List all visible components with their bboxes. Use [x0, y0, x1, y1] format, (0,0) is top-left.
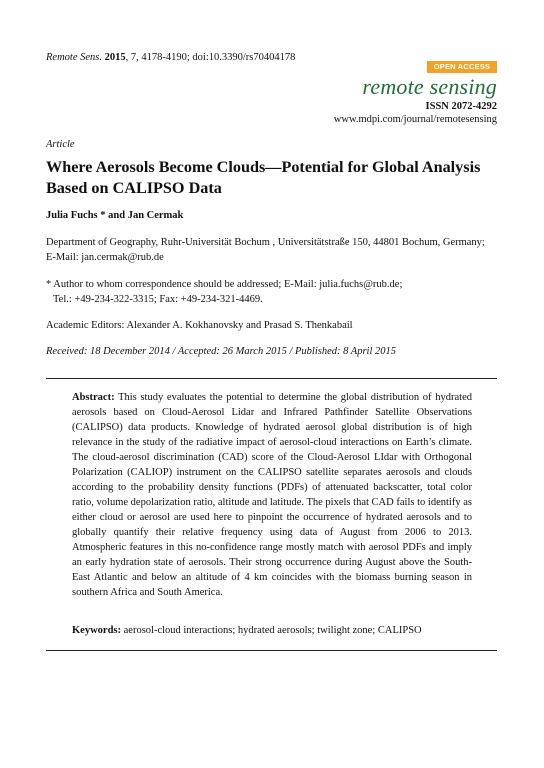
keywords-text: aerosol-cloud interactions; hydrated aerosols; twilight zone; CALIPSO	[121, 625, 422, 636]
correspondence-email: * Author to whom correspondence should be addressed; E-Mail: julia.fuchs@rub.de;	[46, 279, 403, 290]
citation-line	[46, 52, 295, 63]
journal-logo: remote sensing	[362, 74, 497, 99]
article-type: Article	[46, 139, 75, 150]
citation-details: , 7, 4178-4190; doi:10.3390/rs70404178	[125, 52, 296, 63]
affiliation: Department of Geography, Ruhr-Universität Bochum , Universitätstraße 150, 44801 Bochum, Germany; E-Mail: jan.cermak@rub.de	[46, 237, 485, 263]
authors: Julia Fuchs * and Jan Cermak	[46, 210, 184, 221]
abstract-label: Abstract:	[72, 392, 115, 403]
article-title: Where Aerosols Become Clouds—Potential for Global Analysis Based on CALIPSO Data	[46, 158, 481, 197]
abstract-text: This study evaluates the potential to determine the global distribution of hydrated aerosols based on Cloud-Aerosol Lidar and Infrared Pathfinder Satellite Observations (CALIPSO) data products. Knowledge of hydrated aerosol global distribution is of high relevance in the study of the radiative impact of aerosol-cloud interactions on Earth’s climate. The cloud-aerosol discrimination (CAD) score of the Cloud-Aerosol LIdar with Orthogonal Polarization (CALIOP) instrument on the CALIPSO satellite separates aerosols and clouds according to the probability density functions (PDFs) of attenuated backscatter, total color ratio, volume depolarization ratio, altitude and latitude. The pixels that CAD fails to identify as either cloud or aerosol are used here to pinpoint the occurrence of hydrated aerosols and to globally quantify their relative frequency using data of August from 2006 to 2013. Atmospheric features in this no-confidence range mostly match with aerosol PDFs and imply an early hydration state of aerosols. Their strong occurrence during August above the South-East Atlantic and below an altitude of 4 km coincides with the biomass burning season in southern Africa and South America.	[72, 392, 472, 598]
correspondence	[46, 277, 496, 307]
correspondence-phone: Tel.: +49-234-322-3315; Fax: +49-234-321-4469.	[53, 294, 263, 305]
citation-year: 2015	[104, 52, 126, 63]
keywords-label: Keywords:	[72, 625, 121, 636]
open-access-badge: OPEN ACCESS	[427, 61, 497, 73]
journal-abbrev: Remote Sens.	[46, 52, 102, 63]
journal-url[interactable]: www.mdpi.com/journal/remotesensing	[333, 114, 497, 125]
abstract	[72, 390, 472, 600]
publication-dates: Received: 18 December 2014 / Accepted: 26 March 2015 / Published: 8 April 2015	[46, 346, 397, 357]
divider-top	[46, 378, 497, 379]
divider-bottom	[46, 650, 497, 651]
issn: ISSN 2072-4292	[425, 101, 497, 112]
academic-editors: Academic Editors: Alexander A. Kokhanovsky and Prasad S. Thenkabail	[46, 320, 353, 331]
keywords	[72, 625, 472, 636]
